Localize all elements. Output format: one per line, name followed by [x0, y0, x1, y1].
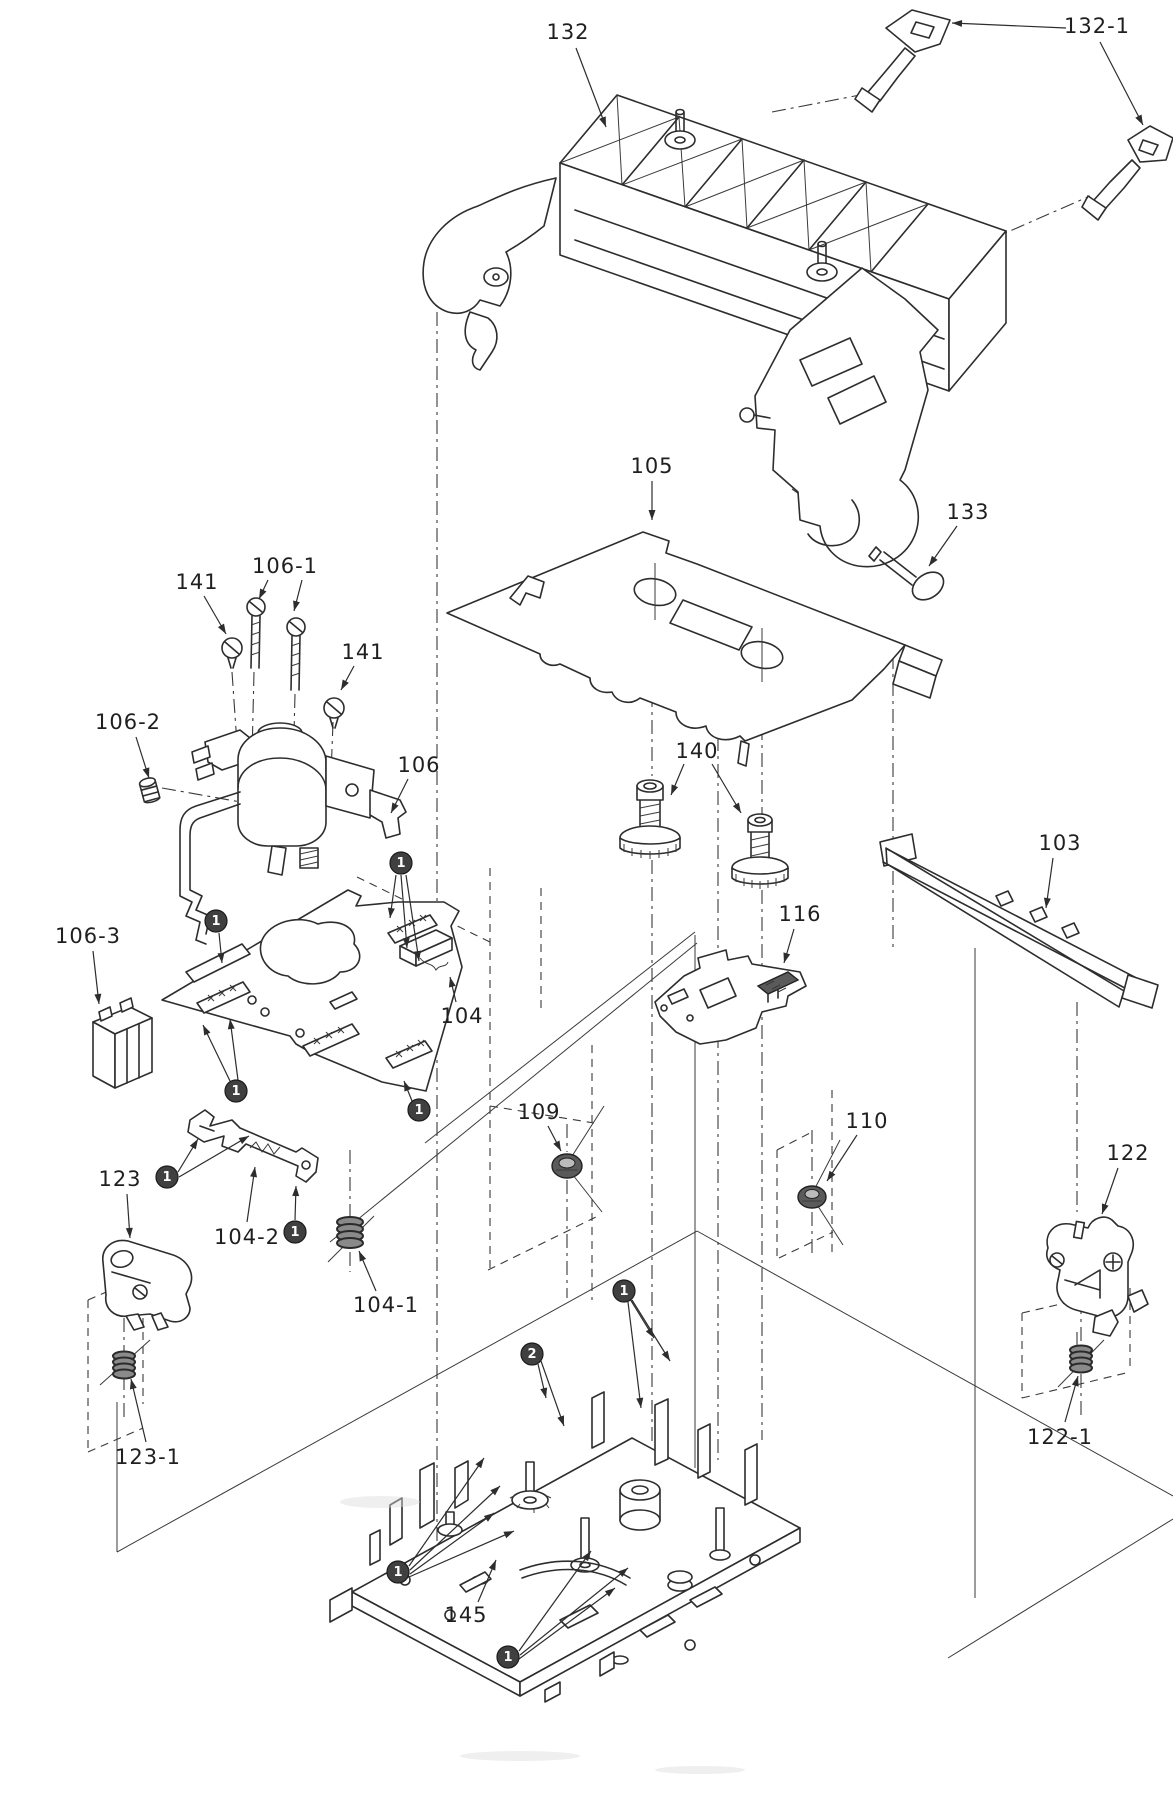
- part-122-1-spring: [1070, 1346, 1092, 1373]
- part-103-rail: [880, 834, 1158, 1008]
- svg-text:106-1: 106-1: [251, 554, 319, 578]
- part-label-110: [827, 1109, 889, 1181]
- svg-text:106-2: 106-2: [94, 710, 162, 734]
- svg-text:141: 141: [175, 570, 219, 594]
- callout-1: [203, 1019, 247, 1102]
- part-label-106-3: [55, 924, 121, 1004]
- part-123-bracket: [103, 1240, 192, 1330]
- reference-lines: [88, 95, 1173, 1658]
- svg-text:105: 105: [630, 454, 674, 478]
- svg-text:106: 106: [397, 753, 441, 777]
- part-141-screw-right: [324, 698, 344, 728]
- part-label-122-1: [1027, 1376, 1093, 1449]
- callout-1: [205, 910, 227, 963]
- svg-text:2: 2: [527, 1347, 537, 1362]
- part-132-1-clips: [855, 10, 1173, 220]
- part-106-2-bushing: [139, 776, 161, 804]
- svg-text:106-3: 106-3: [54, 924, 122, 948]
- svg-text:109: 109: [517, 1100, 561, 1124]
- callout-1: [613, 1280, 670, 1408]
- svg-text:132-1: 132-1: [1063, 14, 1131, 38]
- part-122-bracket: [1047, 1217, 1148, 1336]
- svg-text:123-1: 123-1: [114, 1445, 182, 1469]
- part-label-133: [929, 500, 990, 566]
- part-141-screw-left: [222, 638, 242, 668]
- part-label-123: [98, 1167, 141, 1238]
- svg-text:140: 140: [675, 739, 719, 763]
- svg-text:1: 1: [162, 1170, 172, 1185]
- part-140-knobs: [620, 780, 788, 889]
- part-110-grommet: [798, 1186, 826, 1208]
- svg-text:1: 1: [414, 1103, 424, 1118]
- svg-text:123: 123: [98, 1167, 142, 1191]
- callout-2: [521, 1343, 564, 1426]
- part-label-105: [630, 454, 673, 520]
- part-123-1-spring: [113, 1352, 135, 1379]
- part-106-3-connector-block: [93, 998, 152, 1088]
- svg-text:103: 103: [1038, 831, 1082, 855]
- part-132-carriage-frame: [423, 95, 1006, 567]
- part-104-1-spring: [337, 1217, 363, 1248]
- part-label-103: [1038, 831, 1081, 908]
- svg-text:1: 1: [503, 1650, 513, 1665]
- svg-text:1: 1: [396, 856, 406, 871]
- svg-text:1: 1: [290, 1225, 300, 1240]
- part-label-109: [517, 1100, 561, 1151]
- svg-text:141: 141: [341, 640, 385, 664]
- svg-text:116: 116: [778, 902, 822, 926]
- part-106-1-screws: [247, 598, 305, 690]
- svg-text:1: 1: [211, 914, 221, 929]
- part-label-123-1: [115, 1379, 181, 1469]
- svg-text:104-1: 104-1: [352, 1293, 420, 1317]
- part-label-122: [1102, 1141, 1150, 1214]
- svg-text:132: 132: [546, 20, 590, 44]
- part-label-132: [546, 20, 606, 127]
- svg-text:145: 145: [444, 1603, 488, 1627]
- part-145-chassis-base: [330, 1392, 800, 1702]
- svg-text:1: 1: [619, 1284, 629, 1299]
- callout-1: [284, 1186, 306, 1243]
- svg-text:122-1: 122-1: [1026, 1425, 1094, 1449]
- svg-text:1: 1: [231, 1084, 241, 1099]
- svg-text:133: 133: [946, 500, 990, 524]
- part-label-132-1: [952, 14, 1143, 125]
- svg-text:110: 110: [845, 1109, 889, 1133]
- part-label-106-2: [95, 710, 161, 778]
- part-label-104-1: [353, 1251, 419, 1317]
- part-label-141: [175, 570, 226, 634]
- part-label-140: [671, 739, 741, 813]
- svg-text:104: 104: [440, 1004, 484, 1028]
- svg-text:1: 1: [393, 1565, 403, 1580]
- part-label-141: [341, 640, 385, 690]
- part-116-bracket-plate: [655, 950, 806, 1044]
- svg-text:122: 122: [1106, 1141, 1150, 1165]
- part-109-grommet: [552, 1154, 582, 1178]
- svg-text:104-2: 104-2: [213, 1225, 281, 1249]
- callout-1: [156, 1136, 249, 1188]
- part-label-104-2: [214, 1167, 280, 1249]
- part-label-116: [778, 902, 821, 963]
